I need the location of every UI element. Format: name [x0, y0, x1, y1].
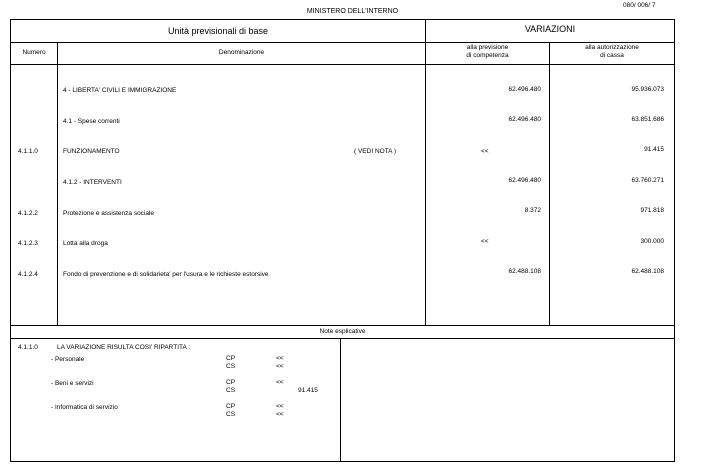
- note-cs-value: <<: [276, 411, 284, 418]
- row-denomination: Lotta alla droga: [63, 240, 108, 247]
- notes-title: Note esplicative: [319, 328, 366, 335]
- note-cp-label: CP: [226, 403, 236, 410]
- row-denomination: 4 - LIBERTA' CIVILI E IMMIGRAZIONE: [63, 87, 177, 94]
- units-title: Unità previsionali di base: [167, 26, 269, 36]
- variations-title: VARIAZIONI: [524, 24, 576, 34]
- note-cs-label: CS: [226, 411, 236, 418]
- row-competence: 62.496.480: [508, 86, 541, 93]
- row-number: 4.1.2.4: [18, 271, 38, 278]
- page-code: 080/ 006/ 7: [623, 2, 656, 9]
- row-competence: 62.488.108: [508, 268, 541, 275]
- note-cp-label: CP: [226, 355, 236, 362]
- row-cash: 91.415: [644, 146, 664, 153]
- notes-heading: LA VARIAZIONE RISULTA COSI' RIPARTITA :: [57, 344, 191, 351]
- row-denomination: FUNZIONAMENTO: [63, 148, 120, 155]
- column-header-denomination: Denominazione: [218, 49, 265, 56]
- note-cs-amount: 91.415: [298, 387, 318, 394]
- row-number: 4.1.1.0: [18, 148, 38, 155]
- column-header-cash-2: di cassa: [600, 52, 624, 59]
- notes-number: 4.1.1.0: [18, 344, 38, 351]
- row-competence: 62.496.480: [508, 177, 541, 184]
- row-competence: 62.496.480: [508, 116, 541, 123]
- note-cs-label: CS: [226, 387, 236, 394]
- note-item-label: - Beni e servizi: [51, 380, 94, 387]
- note-cs-value: <<: [276, 363, 284, 370]
- row-denomination: 4.1 - Spese correnti: [63, 118, 120, 125]
- row-cash: 95.936.073: [631, 86, 664, 93]
- row-cash: 62.488.108: [631, 268, 664, 275]
- row-cash: 63.760.271: [631, 177, 664, 184]
- column-header-competence-2: di competenza: [466, 52, 509, 59]
- row-competence: <<: [481, 238, 489, 245]
- note-cp-value: <<: [276, 379, 284, 386]
- ministry-title: MINISTERO DELL'INTERNO: [306, 8, 399, 15]
- row-denomination: 4.1.2 - INTERVENTI: [63, 179, 122, 186]
- row-note-reference: ( VEDI NOTA ): [354, 148, 397, 155]
- note-cs-label: CS: [226, 363, 236, 370]
- row-cash: 971.818: [640, 207, 664, 214]
- row-cash: 63.851.686: [631, 116, 664, 123]
- row-number: 4.1.2.3: [18, 240, 38, 247]
- row-number: 4.1.2.2: [18, 210, 38, 217]
- note-cp-value: <<: [276, 355, 284, 362]
- row-cash: 300.000: [640, 238, 664, 245]
- row-denomination: Protezione e assistenza sociale: [63, 210, 155, 217]
- row-competence: <<: [481, 148, 489, 155]
- column-header-competence-1: alla previsione: [466, 44, 509, 51]
- note-cp-label: CP: [226, 379, 236, 386]
- note-item-label: - Personale: [51, 356, 85, 363]
- row-competence: 8.372: [524, 207, 541, 214]
- column-header-number: Numero: [22, 49, 46, 56]
- column-header-cash-1: alla autorizzazione: [585, 44, 639, 51]
- note-item-label: - Informatica di servizio: [51, 404, 118, 411]
- row-denomination: Fondo di prevenzione e di solidarieta' per l'usura e le richieste estorsive: [63, 271, 269, 278]
- note-cp-value: <<: [276, 403, 284, 410]
